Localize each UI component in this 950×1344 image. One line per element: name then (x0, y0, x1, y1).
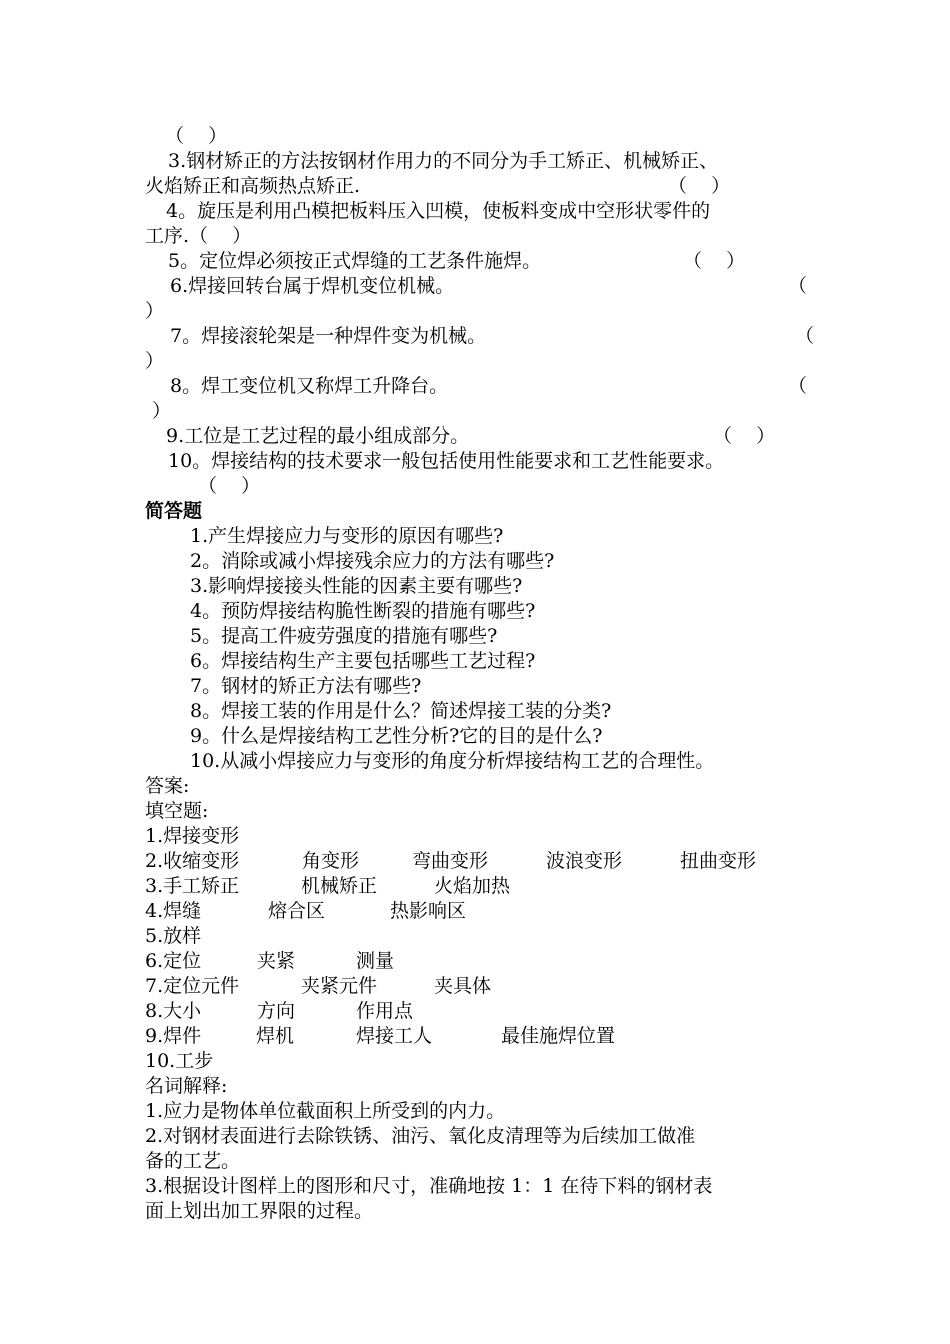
answer-cell: 焊机 (256, 1025, 295, 1047)
short-question: 2。消除或减小焊接残余应力的方法有哪些? (190, 550, 555, 572)
answer-cell: 机械矫正 (301, 875, 378, 897)
answer-cell: 7.定位元件 (145, 975, 240, 997)
answer-cell: 5.放样 (145, 925, 202, 947)
answer-cell: 弯曲变形 (412, 850, 489, 872)
fill-blank-label: 填空题: (145, 800, 209, 822)
answer-cell: 波浪变形 (546, 850, 623, 872)
answer-cell: 最佳施焊位置 (501, 1025, 616, 1047)
short-answer-heading: 简答题 (145, 500, 203, 522)
short-question: 3.影响焊接接头性能的因素主要有哪些? (190, 575, 523, 597)
answer-cell: 2.收缩变形 (145, 850, 240, 872)
term-answer-2-line2: 备的工艺。 (145, 1150, 241, 1172)
answer-cell: 8.大小 (145, 1000, 202, 1022)
term-answer-2-line1: 2.对钢材表面进行去除铁锈、油污、氧化皮清理等为后续加工做准 (145, 1125, 696, 1147)
judge-q6-paren-close: ） (145, 300, 165, 322)
answer-cell: 火焰加热 (434, 875, 511, 897)
answer-cell: 3.手工矫正 (145, 875, 240, 897)
judge-q7-paren-close: ） (145, 350, 165, 372)
answer-cell: 扭曲变形 (680, 850, 757, 872)
judge-q3-paren: （ ） (668, 175, 731, 197)
answer-cell: 夹紧 (257, 950, 296, 972)
short-question: 9。什么是焊接结构工艺性分析?它的目的是什么? (190, 725, 603, 747)
answer-cell: 6.定位 (145, 950, 202, 972)
answer-cell: 夹紧元件 (301, 975, 378, 997)
judge-q4-line2: 工序.（ ） (145, 225, 252, 247)
answer-cell: 夹具体 (434, 975, 492, 997)
judge-q10: 10。焊接结构的技术要求一般包括使用性能要求和工艺性能要求。 (168, 450, 725, 472)
answer-cell: 作用点 (356, 1000, 414, 1022)
judge-q3-line1: 3.钢材矫正的方法按钢材作用力的不同分为手工矫正、机械矫正、 (168, 150, 719, 172)
judge-q3-line2: 火焰矫正和高频热点矫正. (145, 175, 361, 197)
judge-q7-paren-open: （ (795, 325, 815, 347)
terms-label: 名词解释: (145, 1075, 228, 1097)
judge-q5: 5。定位焊必须按正式焊缝的工艺条件施焊。 (168, 250, 542, 272)
short-question: 8。焊接工装的作用是什么？简述焊接工装的分类? (190, 700, 612, 722)
judge-q5-paren: （ ） (683, 250, 746, 272)
judge-paren-top: （ ） (165, 125, 228, 147)
answer-cell: 10.工步 (145, 1050, 214, 1072)
judge-q9: 9.工位是工艺过程的最小组成部分。 (166, 425, 470, 447)
judge-q6-paren-open: （ (788, 275, 808, 297)
short-question: 6。焊接结构生产主要包括哪些工艺过程? (190, 650, 536, 672)
answers-label: 答案: (145, 775, 190, 797)
answer-cell: 热影响区 (390, 900, 467, 922)
answer-cell: 9.焊件 (145, 1025, 202, 1047)
answer-cell: 角变形 (302, 850, 360, 872)
judge-q8: 8。焊工变位机又称焊工升降台。 (170, 375, 449, 397)
judge-q7: 7。焊接滚轮架是一种焊件变为机械。 (170, 325, 487, 347)
judge-q8-paren-close: ） (152, 400, 172, 422)
answer-cell: 熔合区 (268, 900, 326, 922)
judge-q10-paren: （ ） (198, 475, 261, 497)
term-answer-1: 1.应力是物体单位截面积上所受到的内力。 (145, 1100, 506, 1122)
answer-cell: 测量 (356, 950, 395, 972)
answer-cell: 4.焊缝 (145, 900, 202, 922)
short-question: 4。预防焊接结构脆性断裂的措施有哪些? (190, 600, 536, 622)
term-answer-3-line1: 3.根据设计图样上的图形和尺寸，准确地按 1：1 在待下料的钢材表 (145, 1175, 713, 1197)
short-question: 10.从减小焊接应力与变形的角度分析焊接结构工艺的合理性。 (190, 750, 715, 772)
answer-cell: 1.焊接变形 (145, 825, 240, 847)
judge-q8-paren-open: （ (788, 375, 808, 397)
judge-q6: 6.焊接回转台属于焊机变位机械。 (170, 275, 455, 297)
judge-q4-line1: 4。旋压是利用凸模把板料压入凹模，使板料变成中空形状零件的 (166, 200, 711, 222)
judge-q9-paren: （ ） (713, 425, 776, 447)
term-answer-3-line2: 面上划出加工界限的过程。 (145, 1200, 374, 1222)
answer-cell: 焊接工人 (356, 1025, 433, 1047)
answer-cell: 方向 (257, 1000, 296, 1022)
short-question: 5。提高工件疲劳强度的措施有哪些? (190, 625, 498, 647)
short-question: 1.产生焊接应力与变形的原因有哪些? (190, 525, 504, 547)
short-question: 7。钢材的矫正方法有哪些? (190, 675, 422, 697)
